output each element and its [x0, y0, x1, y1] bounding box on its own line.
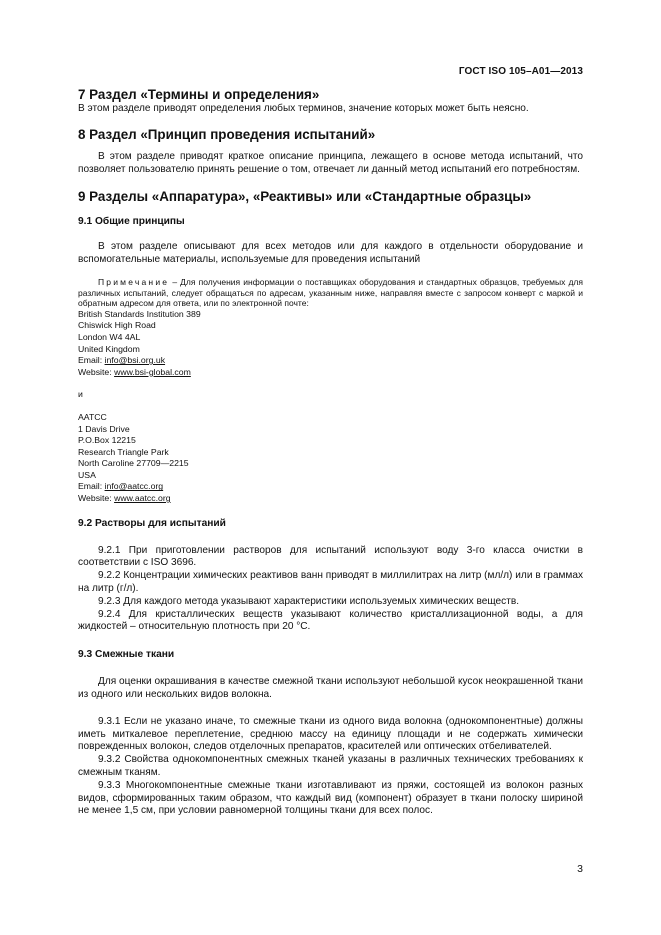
note-text: – Для получения информации о поставщиках оборудования и стандартных образцов, требуемых для различных испытаний, следует обращаться по адресам, указанным ниже, направляя вместе с запросом конверт с маркой и обратным адресом для ответа, или по электронной почте:: [78, 276, 583, 309]
section-9-3-3: 9.3.3 Многокомпонентные смежные ткани изготавливают из пряжи, состоящей из волокон разных видов, сформированных таким образом, что каждый вид (компонент) образует в ткани полоску шириной не менее 1,5 см, при условии равномерной толщины ткани для всех полос.: [78, 779, 583, 817]
website-line: [78, 367, 583, 379]
section-9-1-text: В этом разделе описывают для всех методов или для каждого в отдельности оборудование и вспомогательные материалы, используемые для проведения испытаний: [78, 241, 583, 266]
section-9-1-title: 9.1 Общие принципы: [78, 216, 185, 228]
address-line: London W4 4AL: [78, 331, 141, 342]
note-label: Примечание: [98, 276, 170, 287]
note-paragraph: [78, 277, 583, 309]
address-line: Research Triangle Park: [78, 446, 169, 457]
website-label: Website:: [78, 366, 115, 377]
address-line: 1 Davis Drive: [78, 423, 130, 434]
section-9-2-1: 9.2.1 При приготовлении растворов для испытаний используют воду 3-го класса очистки в соответствии с ISO 3696.: [78, 544, 583, 569]
section-9-2-2: 9.2.2 Концентрации химических реактивов ванн приводят в миллилитрах на литр (мл/л) или в граммах на литр (г/л).: [78, 570, 583, 595]
bsi-website-link[interactable]: www.bsi-global.com: [114, 366, 191, 377]
email-label: Email:: [78, 481, 105, 492]
section-9-3-title: 9.3 Смежные ткани: [78, 649, 175, 661]
aatcc-email-link[interactable]: info@aatcc.org: [104, 481, 164, 492]
section-9-3-2: 9.3.2 Свойства однокомпонентных смежных тканей указаны в различных технических требованиях к смежным тканям.: [78, 754, 583, 779]
email-line: [78, 355, 583, 367]
address-line: British Standards Institution 389: [78, 308, 201, 319]
address-line: United Kingdom: [78, 343, 140, 354]
section-7-title: 7 Раздел «Термины и определения»: [78, 87, 320, 102]
section-8-text: В этом разделе приводят краткое описание принципа, лежащего в основе метода испытаний, что позволяет пользователю принять решение о том, отвечает ли данный метод испытаний его потребностям.: [78, 150, 583, 175]
address-bsi: [78, 309, 583, 412]
bsi-email-link[interactable]: info@bsi.org.uk: [104, 355, 166, 366]
page-content: [78, 86, 583, 818]
email-line: [78, 481, 583, 493]
address-line: Chiswick High Road: [78, 320, 156, 331]
page-number: 3: [577, 863, 583, 875]
address-aatcc: [78, 412, 583, 505]
aatcc-website-link[interactable]: www.aatcc.org: [114, 493, 171, 504]
section-8-title: 8 Раздел «Принцип проведения испытаний»: [78, 126, 376, 142]
conjunction-and: и: [78, 389, 83, 400]
website-line: [78, 493, 583, 505]
email-label: Email:: [78, 355, 105, 366]
address-line: USA: [78, 469, 96, 480]
section-9-2-title: 9.2 Растворы для испытаний: [78, 517, 226, 529]
website-label: Website:: [78, 493, 115, 504]
section-9-2-3: 9.2.3 Для каждого метода указывают характеристики используемых химических веществ.: [98, 595, 520, 607]
section-7-text: В этом разделе приводят определения любых терминов, значение которых может быть неясно.: [78, 103, 529, 114]
address-line: North Caroline 27709—2215: [78, 458, 189, 469]
address-line: P.O.Box 12215: [78, 435, 136, 446]
section-9-3-1: 9.3.1 Если не указано иначе, то смежные ткани из одного вида волокна (однокомпонентные) должны иметь миткалевое переплетение, среднюю массу на единицу площади и не содержать химически поврежденных волокон, следов отделочных препаратов, красителей или оптических отбеливателей.: [78, 715, 583, 753]
document-code: ГОСТ ISO 105–A01—2013: [458, 66, 583, 77]
address-line: AATCC: [78, 411, 107, 422]
section-9-3-intro: Для оценки окрашивания в качестве смежной ткани используют небольшой кусок неокрашенной ткани из одного или нескольких видов волокна.: [78, 676, 583, 701]
section-9-title: 9 Разделы «Аппаратура», «Реактивы» или «Стандартные образцы»: [78, 189, 532, 205]
section-9-2-4: 9.2.4 Для кристаллических веществ указывают количество кристаллизационной воды, а для жидкостей – относительную плотность при 20 °С.: [78, 608, 583, 633]
